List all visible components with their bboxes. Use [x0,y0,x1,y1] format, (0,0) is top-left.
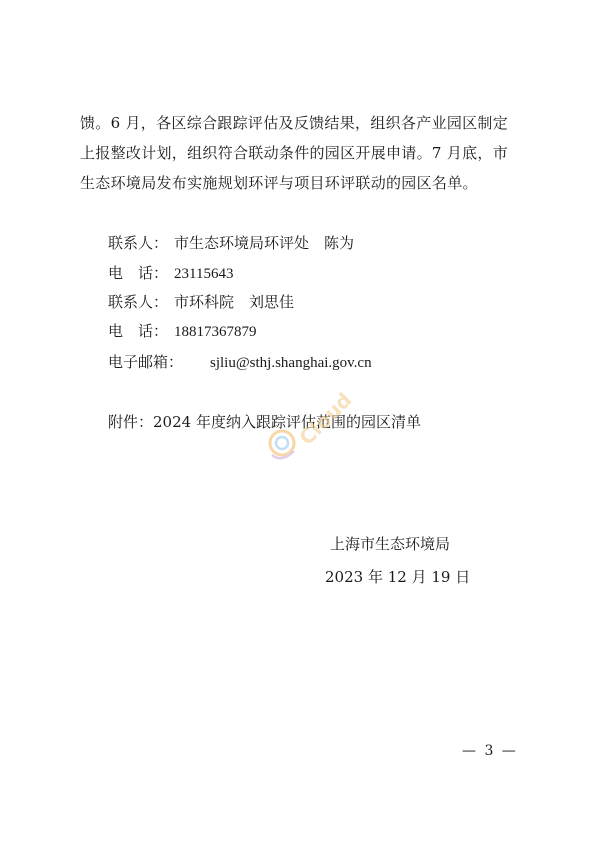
email-label: 电子邮箱： [108,353,184,371]
signature-date: 2023 年 12 月 19 日 [325,568,471,586]
body-line-1: 馈。6 月，各区综合跟踪评估及反馈结果，组织各产业园区制定 [80,114,509,132]
contact-person-1 [108,229,354,257]
contact-person-2 [108,288,294,316]
phone-value: 18817367879 [174,324,257,340]
contact-phone-2 [108,317,257,346]
body-line-3: 生态环境局发布实施规划环评与项目环评联动的园区名单。 [80,174,478,192]
contact-email [108,348,372,377]
contact-value: 市环科院 刘思佳 [174,293,295,311]
signature-organization: 上海市生态环境局 [330,535,451,553]
phone-label: 电 话： [108,264,169,282]
contact-label: 联系人： [108,234,169,252]
attachment-line: 附件：2024 年度纳入跟踪评估范围的园区清单 [108,413,421,431]
page-number: — 3 — [462,743,518,759]
contact-phone-1 [108,259,233,288]
contact-label: 联系人： [108,293,169,311]
phone-value: 23115643 [174,266,234,282]
watermark-text: Cloud [294,387,357,450]
phone-label: 电 话： [108,322,169,340]
body-line-2: 上报整改计划，组织符合联动条件的园区开展申请。7 月底，市 [80,144,509,162]
email-link[interactable]: sjliu@sthj.shanghai.gov.cn [210,355,372,371]
contact-value: 市生态环境局环评处 陈为 [174,234,355,252]
